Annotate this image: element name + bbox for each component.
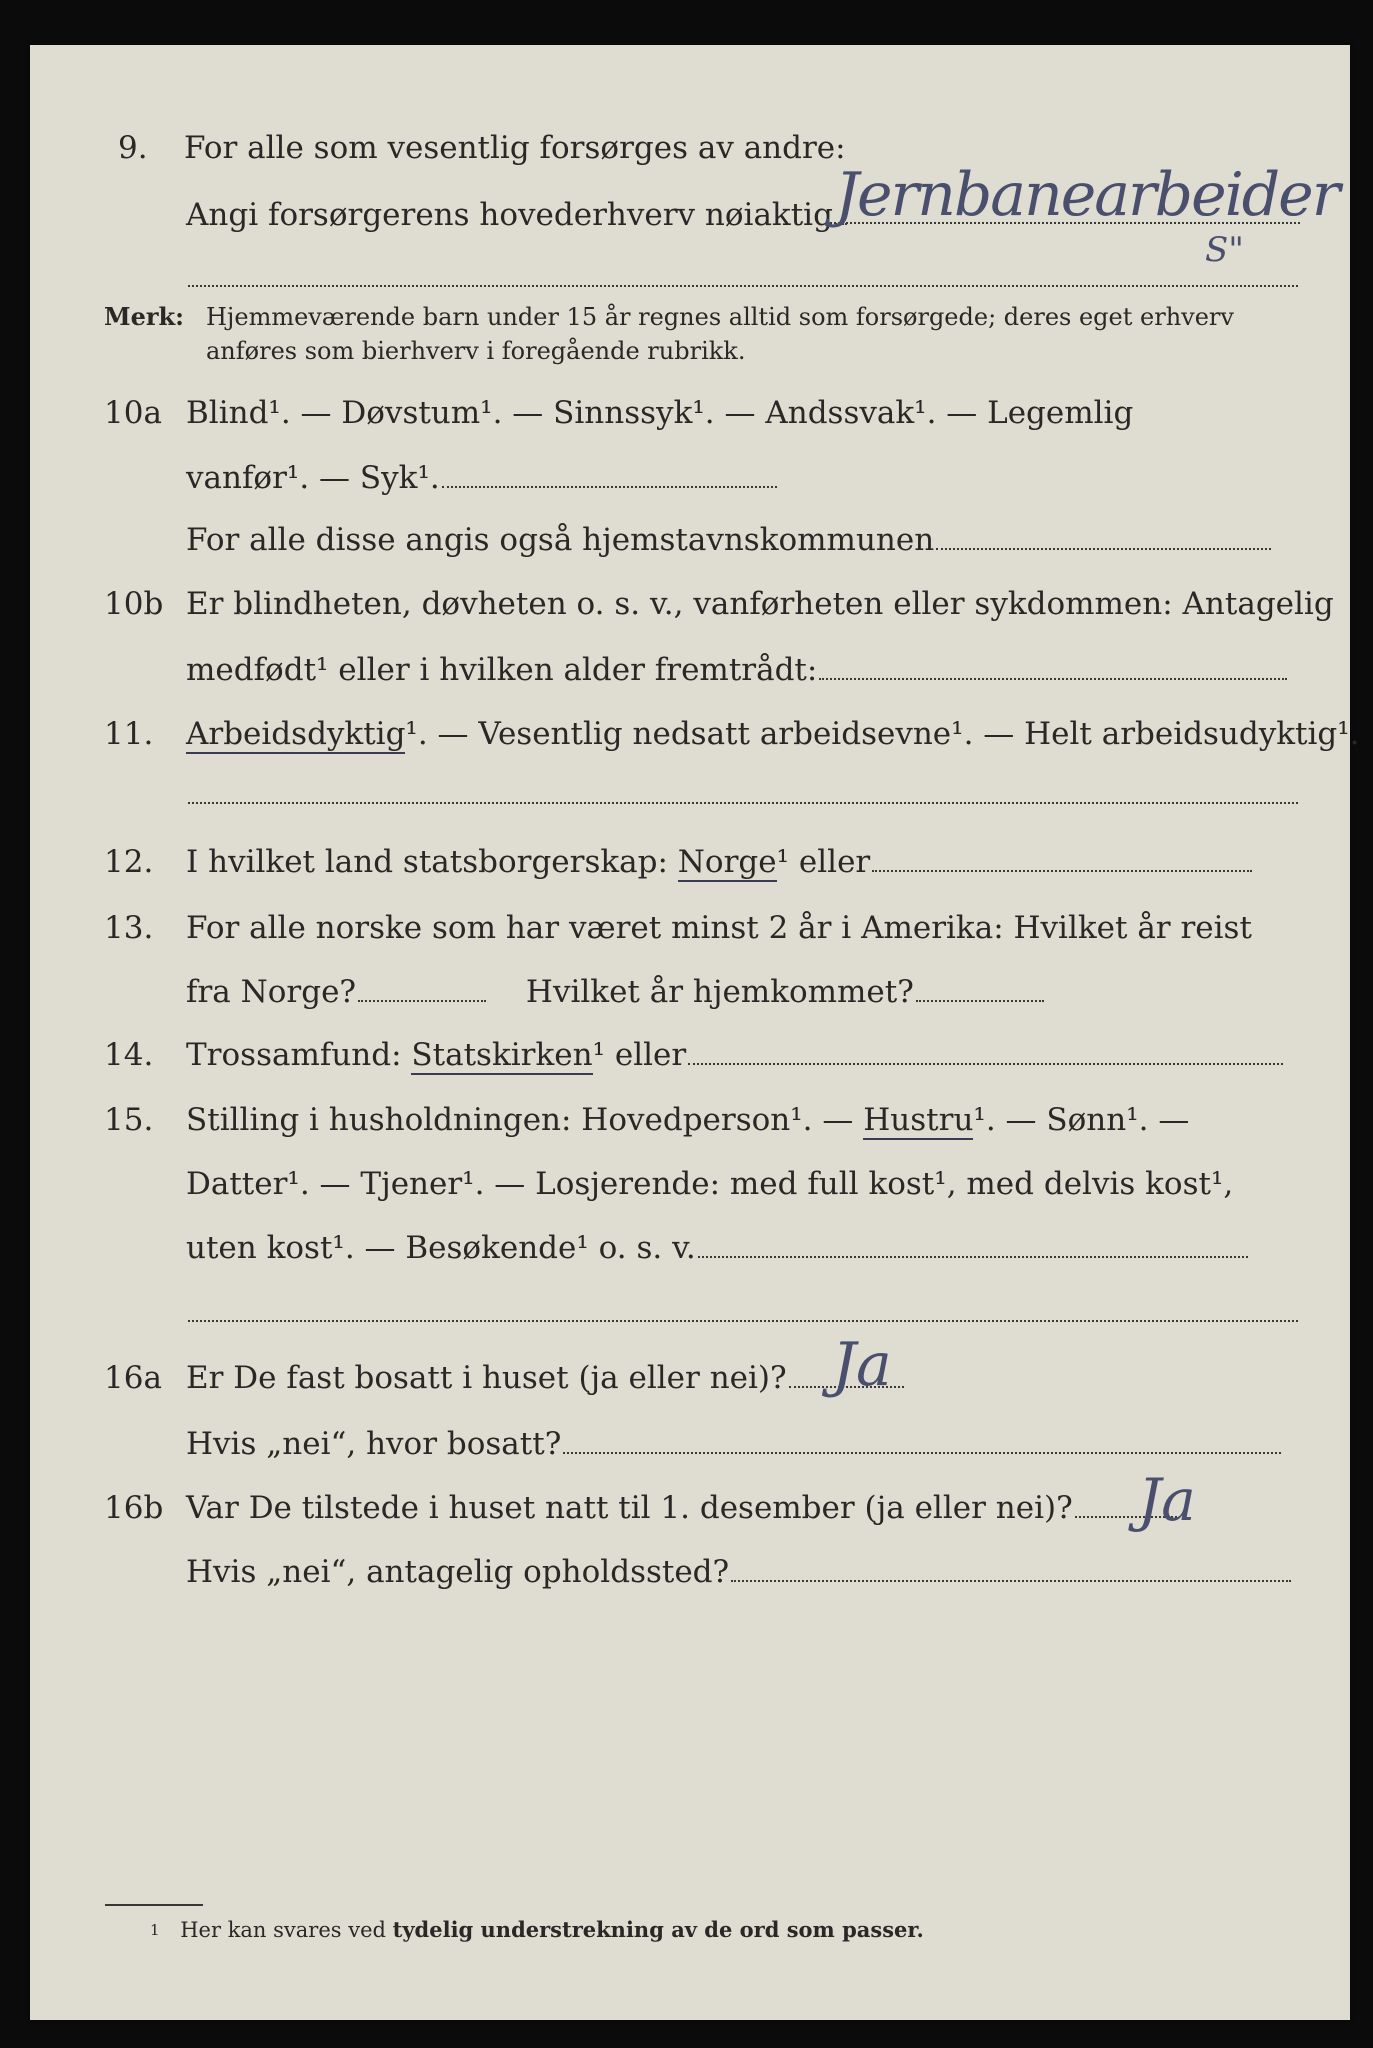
q9-handwritten-mark: S" — [1205, 230, 1244, 270]
q16b-number: 16b — [104, 1490, 164, 1526]
q10b-line2 — [186, 650, 1287, 690]
q10a-line2 — [186, 458, 777, 498]
q9-separator — [188, 285, 1298, 287]
q11-separator — [188, 802, 1298, 804]
q16a-number: 16a — [104, 1360, 162, 1396]
footnote-marker: 1 — [150, 1921, 160, 1939]
q15-separator — [188, 1320, 1298, 1322]
q10b-line2-label: medfødt¹ eller i hvilken alder fremtrådt: — [186, 652, 818, 688]
q10a-number: 10a — [104, 395, 162, 431]
q15-line1-pre: Stilling i husholdningen: Hovedperson¹. — — [186, 1102, 854, 1138]
q13-line1: For alle norske som har været minst 2 år i Amerika: Hvilket år reist — [186, 910, 1252, 946]
q16b-line2 — [186, 1552, 1291, 1592]
q13-line2b: Hvilket år hjemkommet? — [525, 974, 914, 1010]
q14-underlined-option: Statskirken — [411, 1037, 593, 1073]
q13-line2a: fra Norge? — [186, 974, 357, 1010]
q9-line1: For alle som vesentlig forsørges av andre: — [184, 130, 846, 166]
q14-number: 14. — [104, 1037, 154, 1073]
q16b-handwritten-answer: Ja — [1138, 1466, 1196, 1534]
q10a-line3 — [186, 520, 1271, 560]
q10a-line1: Blind¹. — Døvstum¹. — Sinnssyk¹. — Andssvak¹. — Legemlig — [186, 395, 1134, 431]
q16a-line2 — [186, 1424, 1281, 1464]
q16b-line2-label: Hvis „nei“, antagelig opholdssted? — [186, 1554, 730, 1590]
footnote-rule — [105, 1904, 203, 1906]
q10b-line1: Er blindheten, døvheten o. s. v., vanførheten eller sykdommen: Antagelig — [186, 586, 1334, 622]
q9-number: 9. — [118, 130, 148, 166]
q15-line1-post: ¹. — Sønn¹. — — [973, 1102, 1190, 1138]
q16a-line1-label: Er De fast bosatt i huset (ja eller nei)? — [186, 1360, 787, 1396]
q11-rest: ¹. — Vesentlig nedsatt arbeidsevne¹. — Helt arbeidsudyktig¹. — [405, 716, 1360, 752]
merk-line1: Hjemmeværende barn under 15 år regnes alltid som forsørgede; deres eget erhverv — [206, 303, 1234, 331]
footnote-text: Her kan svares ved — [180, 1918, 386, 1942]
q11-line — [186, 714, 1360, 754]
merk-line2: anføres som bierhverv i foregående rubrikk. — [206, 337, 746, 365]
q16b-line1-label: Var De tilstede i huset natt til 1. desember (ja eller nei)? — [186, 1490, 1073, 1526]
q9-line2 — [186, 195, 847, 235]
q14-line — [186, 1035, 1283, 1075]
q12-label: I hvilket land statsborgerskap: — [186, 844, 668, 880]
q14-post: ¹ eller — [592, 1037, 687, 1073]
q14-label: Trossamfund: — [186, 1037, 402, 1073]
q11-underlined-option: Arbeidsdyktig — [186, 716, 406, 752]
q13-line2 — [186, 972, 1044, 1012]
q15-line3-label: uten kost¹. — Besøkende¹ o. s. v. — [186, 1230, 696, 1266]
q16b-line1 — [186, 1488, 1177, 1528]
merk-label: Merk: — [104, 302, 184, 331]
q12-line — [186, 842, 1252, 882]
footnote-bold-text: tydelig understrekning av de ord som passer. — [392, 1917, 924, 1942]
q15-line2: Datter¹. — Tjener¹. — Losjerende: med full kost¹, med delvis kost¹, — [186, 1166, 1234, 1202]
q10a-line2-label: vanfør¹. — Syk¹. — [186, 460, 440, 496]
q12-underlined-option: Norge — [677, 844, 777, 880]
q12-post: ¹ eller — [776, 844, 871, 880]
q12-number: 12. — [104, 844, 154, 880]
q15-line3 — [186, 1228, 1248, 1268]
q10a-line3-label: For alle disse angis også hjemstavnskommunen — [186, 522, 935, 558]
q9-label: Angi forsørgerens hovederhverv nøiaktig — [186, 197, 833, 233]
q10b-number: 10b — [104, 586, 164, 622]
q11-number: 11. — [104, 716, 154, 752]
q15-underlined-option: Hustru — [863, 1102, 974, 1138]
footnote — [150, 1916, 924, 1944]
q9-handwritten-answer: Jernbanearbeider — [835, 160, 1339, 230]
q16a-line1 — [186, 1358, 904, 1398]
q13-number: 13. — [104, 910, 154, 946]
q15-line1 — [186, 1100, 1189, 1140]
q16a-handwritten-answer: Ja — [832, 1330, 892, 1400]
q15-number: 15. — [104, 1102, 154, 1138]
q16a-line2-label: Hvis „nei“, hvor bosatt? — [186, 1426, 562, 1462]
